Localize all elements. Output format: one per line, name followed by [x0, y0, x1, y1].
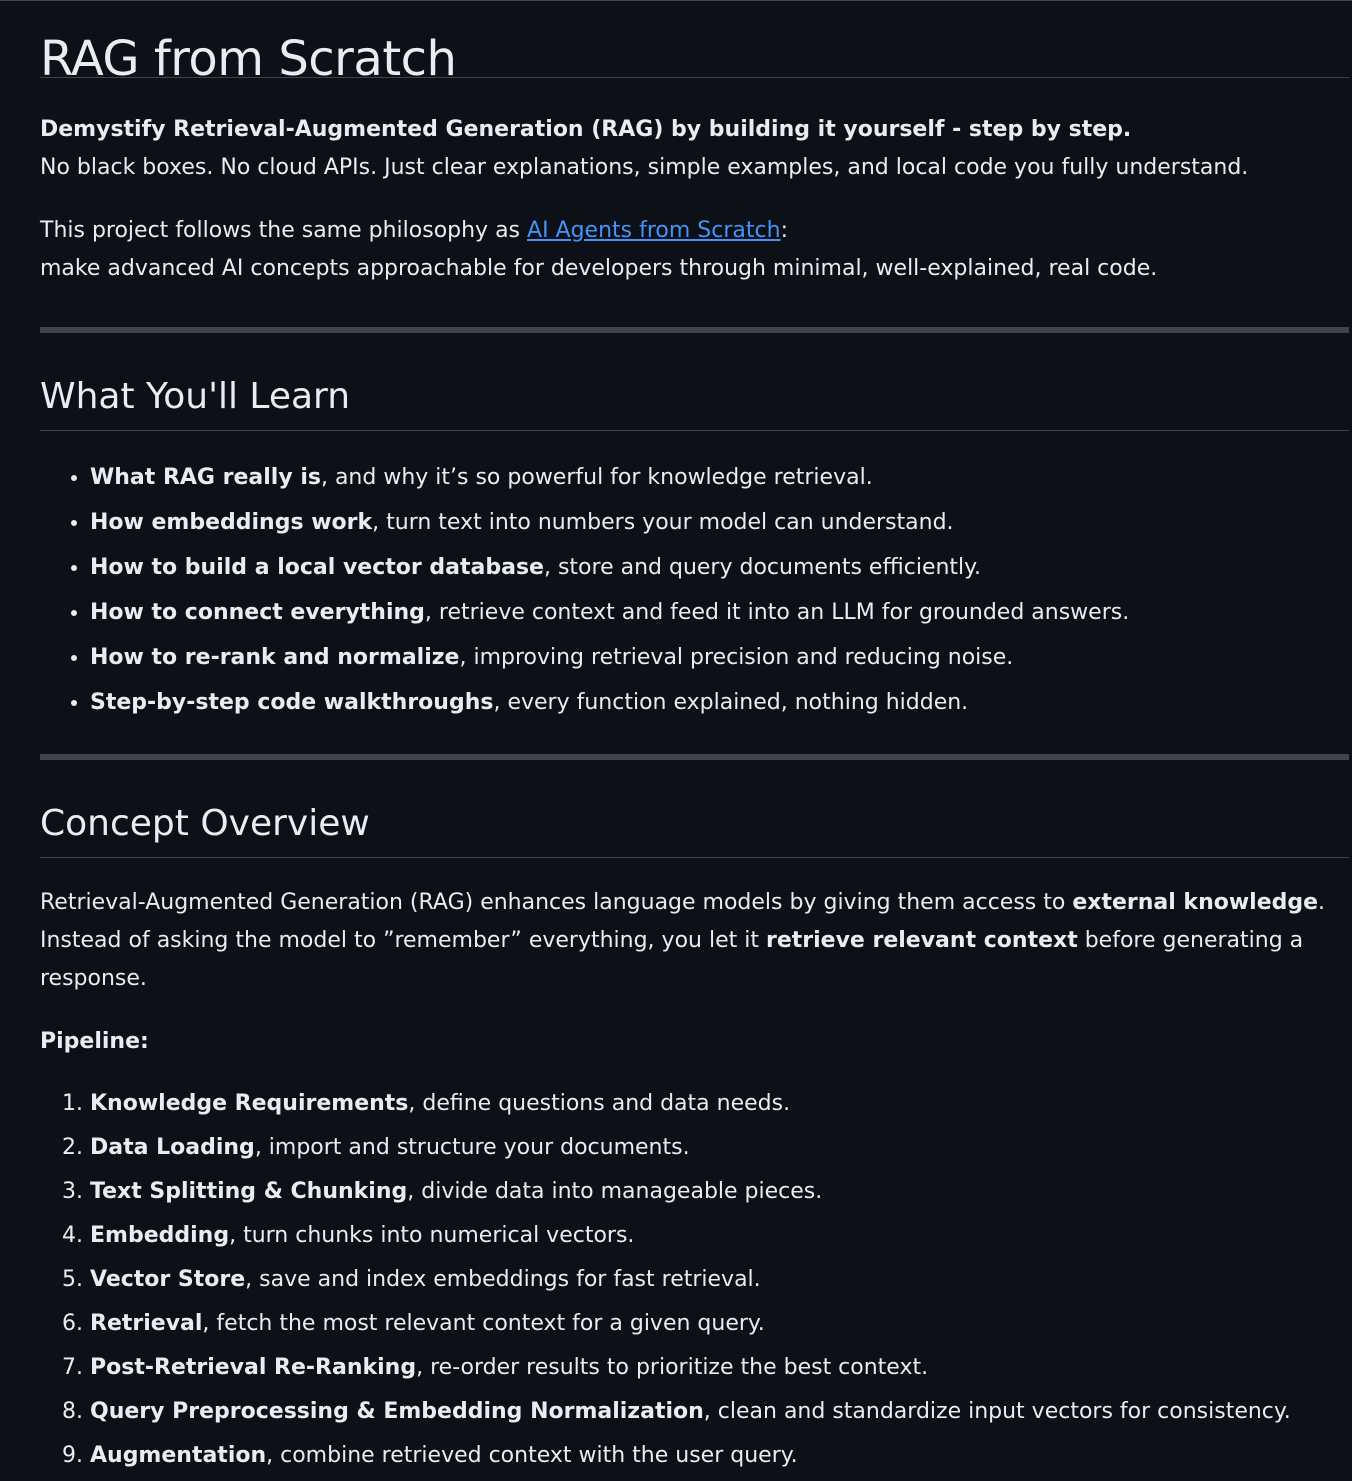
learn-list-item-description: , every function explained, nothing hidden.	[493, 690, 969, 715]
pipeline-step	[90, 1129, 1349, 1166]
pipeline-step-description: , fetch the most relevant context for a given query.	[202, 1311, 765, 1336]
philosophy-suffix: :	[780, 218, 788, 243]
pipeline-step	[90, 1305, 1349, 1342]
concept-heading: Concept Overview	[40, 800, 1349, 858]
learn-list-item-description: , and why it’s so powerful for knowledge retrieval.	[320, 465, 873, 490]
philosophy-prefix: This project follows the same philosophy as	[40, 218, 528, 243]
learn-list-item	[90, 459, 1349, 496]
pipeline-step-title: Vector Store	[90, 1267, 246, 1292]
divider	[40, 327, 1349, 333]
intro-subline: No black boxes. No cloud APIs. Just clear explanations, simple examples, and local code you fully understand.	[40, 155, 1249, 180]
concept-text: Instead of asking the model to ”remember” everything, you let it	[40, 928, 766, 953]
pipeline-step-title: Retrieval	[90, 1311, 203, 1336]
concept-text: Retrieval-Augmented Generation (RAG) enhances language models by giving them access to	[40, 890, 1073, 915]
philosophy-line2: make advanced AI concepts approachable for developers through minimal, well-explained, real code.	[40, 256, 1158, 281]
learn-list-item	[90, 594, 1349, 631]
pipeline-step-title: Knowledge Requirements	[90, 1091, 409, 1116]
pipeline-step-title: Embedding	[90, 1223, 230, 1248]
pipeline-step	[90, 1173, 1349, 1210]
learn-list-item-title: How embeddings work	[90, 510, 373, 535]
pipeline-step-description: , save and index embeddings for fast retrieval.	[245, 1267, 761, 1292]
page-title: RAG from Scratch	[40, 1, 1349, 78]
pipeline-step	[90, 1437, 1349, 1474]
pipeline-step-title: Augmentation	[90, 1443, 267, 1468]
pipeline-step	[90, 1085, 1349, 1122]
learn-list-item-description: , retrieve context and feed it into an LLM for grounded answers.	[424, 600, 1130, 625]
learn-list-item-description: , store and query documents efficiently.	[543, 555, 982, 580]
philosophy-paragraph	[40, 212, 1349, 288]
learn-list-item-description: , improving retrieval precision and reducing noise.	[459, 645, 1014, 670]
pipeline-step	[90, 1261, 1349, 1298]
concept-text: .	[1318, 890, 1326, 915]
learn-list-item-title: How to build a local vector database	[90, 555, 544, 580]
pipeline-step-title: Data Loading	[90, 1135, 255, 1160]
pipeline-step-description: , turn chunks into numerical vectors.	[229, 1223, 635, 1248]
learn-list	[40, 459, 1349, 721]
learn-list-item	[90, 684, 1349, 721]
pipeline-step-title: Post-Retrieval Re-Ranking	[90, 1355, 417, 1380]
concept-paragraph	[40, 884, 1349, 998]
learn-list-item-description: , turn text into numbers your model can understand.	[372, 510, 954, 535]
learn-list-item	[90, 504, 1349, 541]
pipeline-step-description: , import and structure your documents.	[254, 1135, 690, 1160]
pipeline-label-paragraph	[40, 1023, 1349, 1061]
learn-list-item-title: Step-by-step code walkthroughs	[90, 690, 494, 715]
pipeline-step-description: , combine retrieved context with the user query.	[266, 1443, 798, 1468]
pipeline-step-description: , re-order results to prioritize the best context.	[416, 1355, 929, 1380]
pipeline-step-description: , define questions and data needs.	[408, 1091, 791, 1116]
intro-paragraph	[40, 111, 1349, 187]
pipeline-step	[90, 1393, 1349, 1430]
intro-tagline: Demystify Retrieval-Augmented Generation (RAG) by building it yourself - step by step.	[40, 117, 1132, 142]
learn-list-item-title: How to re-rank and normalize	[90, 645, 460, 670]
learn-list-item-title: How to connect everything	[90, 600, 425, 625]
ai-agents-link[interactable]: AI Agents from Scratch	[527, 218, 781, 243]
concept-bold-text: retrieve relevant context	[765, 928, 1078, 953]
pipeline-steps	[40, 1085, 1349, 1474]
learn-heading: What You'll Learn	[40, 373, 1349, 431]
pipeline-step	[90, 1349, 1349, 1386]
learn-list-item	[90, 639, 1349, 676]
readme-content	[40, 1, 1349, 1481]
pipeline-step-description: , clean and standardize input vectors for consistency.	[703, 1399, 1291, 1424]
learn-list-item	[90, 549, 1349, 586]
concept-text: before generating a response.	[40, 928, 1304, 991]
concept-bold-text: external knowledge	[1072, 890, 1319, 915]
pipeline-step-description: , divide data into manageable pieces.	[407, 1179, 823, 1204]
pipeline-step	[90, 1217, 1349, 1254]
pipeline-step-title: Text Splitting & Chunking	[90, 1179, 408, 1204]
pipeline-step-title: Query Preprocessing & Embedding Normalization	[90, 1399, 704, 1424]
divider	[40, 754, 1349, 760]
pipeline-label: Pipeline:	[40, 1029, 149, 1054]
learn-list-item-title: What RAG really is	[90, 465, 321, 490]
